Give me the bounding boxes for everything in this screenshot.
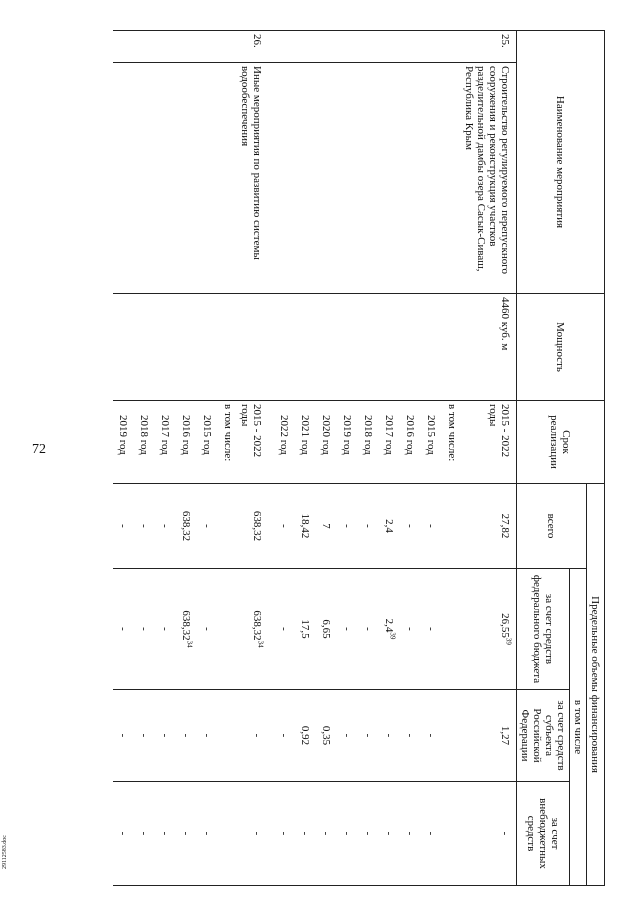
row-number: [358, 31, 379, 63]
extra-value-value: -: [362, 831, 375, 836]
regional-value: [155, 690, 176, 782]
total-value: [239, 484, 268, 569]
spacer-cell: [268, 63, 274, 294]
incl-label-row: [218, 31, 239, 886]
year-row: [379, 31, 400, 886]
incl-label: [442, 401, 463, 484]
row-number: [316, 31, 337, 63]
total-value-value: -: [117, 524, 130, 528]
year-label: [316, 401, 337, 484]
measure-name: [134, 63, 155, 294]
federal-value: [134, 569, 155, 690]
row-number: [218, 31, 239, 63]
year-label: [400, 401, 421, 484]
regional-value-value: -: [117, 733, 130, 738]
capacity: [442, 294, 463, 401]
regional-value-value: -: [341, 733, 354, 738]
total-value: [316, 484, 337, 569]
extra-value: [421, 782, 442, 886]
year-label-value: 2022 год: [278, 415, 291, 455]
extra-value-value: -: [341, 831, 354, 836]
year-row: [316, 31, 337, 886]
regional-value-value: 1,27: [499, 725, 511, 746]
header-total: всего: [517, 484, 587, 569]
measure-name: [400, 63, 421, 294]
row-number: [197, 31, 218, 63]
capacity: [337, 294, 358, 401]
empty-cell: [442, 782, 463, 886]
total-value: [176, 484, 197, 569]
measure-name: [295, 63, 316, 294]
capacity: [155, 294, 176, 401]
year-label: [274, 401, 295, 484]
capacity: [218, 294, 239, 401]
regional-value: [134, 690, 155, 782]
capacity: [295, 294, 316, 401]
extra-value-value: -: [299, 831, 312, 836]
spacer-cell: [268, 484, 274, 569]
spacer-row: [268, 31, 274, 886]
extra-value-value: -: [278, 831, 291, 836]
footnote-ref: 34: [186, 640, 195, 648]
extra-value: [358, 782, 379, 886]
period: [463, 401, 517, 484]
federal-value-value: -: [159, 627, 172, 631]
year-label: [295, 401, 316, 484]
federal-value-value: -: [425, 627, 438, 631]
empty-cell: [442, 690, 463, 782]
total-value-value: 638,32: [180, 510, 193, 542]
extra-value: [316, 782, 337, 886]
total-value: [113, 484, 134, 569]
federal-value: [316, 569, 337, 690]
total-value-value: -: [362, 524, 375, 528]
spacer-cell: [268, 690, 274, 782]
regional-value-value: -: [383, 733, 396, 738]
federal-value: [274, 569, 295, 690]
extra-value-value: -: [251, 831, 263, 836]
capacity: [239, 294, 268, 401]
federal-value: [197, 569, 218, 690]
measure-name: [442, 63, 463, 294]
regional-value: [337, 690, 358, 782]
measure-name: [218, 63, 239, 294]
extra-value: [274, 782, 295, 886]
row-number: [400, 31, 421, 63]
federal-value-value: -: [117, 627, 130, 631]
header-limits: Предельные объемы финансирования: [587, 484, 605, 886]
extra-value: [400, 782, 421, 886]
total-value-value: -: [201, 524, 214, 528]
measure-name: [421, 63, 442, 294]
total-value-value: -: [341, 524, 354, 528]
regional-value: [295, 690, 316, 782]
year-label-value: 2016 год: [180, 415, 193, 455]
total-value: [134, 484, 155, 569]
extra-value: [176, 782, 197, 886]
table-body: [113, 31, 517, 886]
spacer-cell: [268, 401, 274, 484]
funding-table-sheet: [50, 30, 605, 885]
incl-label-value: в том числе:: [222, 404, 235, 462]
header-extrabudget: за счет внебюджетных средств: [517, 782, 570, 886]
footnote-ref: 39: [389, 632, 398, 640]
row-number-value: 26.: [251, 34, 263, 48]
year-label: [155, 401, 176, 484]
empty-cell: [218, 484, 239, 569]
extra-value-value: -: [320, 831, 333, 836]
row-number: [239, 31, 268, 63]
extra-value-value: -: [138, 831, 151, 836]
year-row: [197, 31, 218, 886]
measure-name: [274, 63, 295, 294]
row-number: [176, 31, 197, 63]
header-period: Срок реализации: [517, 401, 605, 484]
year-row: [155, 31, 176, 886]
extra-value: [155, 782, 176, 886]
year-label: [134, 401, 155, 484]
extra-value-value: -: [201, 831, 214, 836]
extra-value-value: -: [404, 831, 417, 836]
row-number-value: 25.: [499, 34, 511, 48]
spacer-cell: [268, 782, 274, 886]
footer-filename: 29112583.doc: [1, 835, 8, 869]
measure-name: [113, 63, 134, 294]
total-value: [463, 484, 517, 569]
federal-value: [295, 569, 316, 690]
capacity: [358, 294, 379, 401]
regional-value-value: -: [180, 733, 193, 738]
year-label-value: 2019 год: [341, 415, 354, 455]
total-value-value: 18,42: [299, 513, 312, 539]
regional-value: [239, 690, 268, 782]
row-number: [379, 31, 400, 63]
extra-value-value: -: [383, 831, 396, 836]
federal-value: [358, 569, 379, 690]
period-value: 2015 - 2022 годы: [487, 404, 511, 458]
year-row: [337, 31, 358, 886]
row-number: [337, 31, 358, 63]
header-federal: за счет средств федерального бюджета: [517, 569, 570, 690]
funding-table: [113, 30, 605, 886]
year-row: [295, 31, 316, 886]
capacity: [463, 294, 517, 401]
federal-value: [239, 569, 268, 690]
federal-value: [400, 569, 421, 690]
period-value: 2015 - 2022 годы: [239, 404, 263, 458]
federal-value: [113, 569, 134, 690]
regional-value: [463, 690, 517, 782]
row-number: [463, 31, 517, 63]
row-number: [155, 31, 176, 63]
header-capacity: Мощность: [517, 294, 605, 401]
regional-value-value: -: [251, 733, 263, 738]
regional-value: [421, 690, 442, 782]
total-value-value: -: [404, 524, 417, 528]
federal-value-value: -: [362, 627, 375, 631]
year-row: [421, 31, 442, 886]
year-label-value: 2019 год: [117, 415, 130, 455]
total-value: [337, 484, 358, 569]
total-value: [400, 484, 421, 569]
capacity-value: 4460 куб. м: [499, 297, 511, 351]
capacity: [113, 294, 134, 401]
empty-cell: [442, 484, 463, 569]
year-row: [274, 31, 295, 886]
year-label-value: 2017 год: [159, 415, 172, 455]
row-number: [134, 31, 155, 63]
federal-value-value: -: [341, 627, 354, 631]
extra-value: [337, 782, 358, 886]
total-value-value: -: [138, 524, 151, 528]
year-label-value: 2017 год: [383, 415, 396, 455]
spacer-cell: [268, 294, 274, 401]
total-value-value: 638,32: [251, 510, 263, 542]
footnote-ref: 34: [256, 640, 265, 648]
total-value: [379, 484, 400, 569]
federal-value-value: -: [138, 627, 151, 631]
federal-value: [176, 569, 197, 690]
extra-value-value: -: [159, 831, 172, 836]
year-label: [421, 401, 442, 484]
federal-value-value: 2,4: [383, 618, 396, 633]
incl-label-value: в том числе:: [446, 404, 459, 462]
regional-value-value: -: [201, 733, 214, 738]
total-value: [274, 484, 295, 569]
extra-value-value: -: [425, 831, 438, 836]
extra-value: [379, 782, 400, 886]
measure-name: [337, 63, 358, 294]
incl-label: [218, 401, 239, 484]
total-value: [155, 484, 176, 569]
empty-cell: [442, 569, 463, 690]
year-label-value: 2015 год: [425, 415, 438, 455]
capacity: [400, 294, 421, 401]
period: [239, 401, 268, 484]
extra-value: [463, 782, 517, 886]
regional-value-value: -: [362, 733, 375, 738]
year-label: [113, 401, 134, 484]
year-row: [134, 31, 155, 886]
regional-value-value: -: [404, 733, 417, 738]
capacity: [134, 294, 155, 401]
year-label: [379, 401, 400, 484]
row-number: [113, 31, 134, 63]
total-value: [295, 484, 316, 569]
extra-value: [113, 782, 134, 886]
total-value-value: -: [159, 524, 172, 528]
regional-value: [176, 690, 197, 782]
measure-name: [379, 63, 400, 294]
federal-value-value: 638,32: [180, 610, 193, 641]
federal-value: [463, 569, 517, 690]
empty-cell: [218, 690, 239, 782]
regional-value: [379, 690, 400, 782]
extra-value: [197, 782, 218, 886]
extra-value-value: -: [499, 831, 511, 836]
total-value: [197, 484, 218, 569]
year-label-value: 2015 год: [201, 415, 214, 455]
federal-value-value: -: [404, 627, 417, 631]
row-number: [442, 31, 463, 63]
year-row: [358, 31, 379, 886]
year-label: [358, 401, 379, 484]
regional-value-value: -: [138, 733, 151, 738]
spacer-cell: [268, 569, 274, 690]
federal-value-value: 17,5: [299, 619, 312, 639]
year-label-value: 2018 год: [138, 415, 151, 455]
header-regional: за счет средств субъекта Российской Федерации: [517, 690, 570, 782]
capacity: [197, 294, 218, 401]
federal-value: [337, 569, 358, 690]
total-value-value: -: [278, 524, 291, 528]
federal-value-value: -: [201, 627, 214, 631]
year-label-value: 2021 год: [299, 415, 312, 455]
year-label: [337, 401, 358, 484]
regional-value: [197, 690, 218, 782]
federal-value-value: 6,65: [320, 619, 333, 639]
extra-value: [134, 782, 155, 886]
federal-value: [421, 569, 442, 690]
year-label: [176, 401, 197, 484]
year-row: [176, 31, 197, 886]
regional-value: [400, 690, 421, 782]
total-value-value: 27,82: [499, 513, 511, 539]
year-row: [400, 31, 421, 886]
regional-value: [274, 690, 295, 782]
capacity: [379, 294, 400, 401]
capacity: [316, 294, 337, 401]
regional-value: [358, 690, 379, 782]
measure-name: [316, 63, 337, 294]
extra-value: [239, 782, 268, 886]
year-label: [197, 401, 218, 484]
regional-value: [316, 690, 337, 782]
regional-value-value: -: [159, 733, 172, 738]
measure-name: [358, 63, 379, 294]
table-row: [239, 31, 268, 886]
total-value: [358, 484, 379, 569]
total-value: [421, 484, 442, 569]
measure-name: [176, 63, 197, 294]
spacer-cell: [268, 31, 274, 63]
total-value-value: 7: [320, 523, 333, 529]
extra-value-value: -: [180, 831, 193, 836]
federal-value-value: 26,55: [499, 613, 511, 638]
page-number: 72: [32, 442, 46, 457]
year-label-value: 2016 год: [404, 415, 417, 455]
header-incl: в том числе: [570, 569, 587, 886]
header-name: Наименование мероприятия: [517, 31, 605, 294]
regional-value-value: -: [425, 733, 438, 738]
measure-name: [197, 63, 218, 294]
row-number: [421, 31, 442, 63]
regional-value-value: 0,35: [320, 725, 333, 746]
total-value-value: -: [425, 524, 438, 528]
empty-cell: [218, 782, 239, 886]
extra-value-value: -: [117, 831, 130, 836]
table-row: [463, 31, 517, 886]
row-number: [295, 31, 316, 63]
year-label-value: 2020 год: [320, 415, 333, 455]
capacity: [176, 294, 197, 401]
capacity: [274, 294, 295, 401]
row-number: [274, 31, 295, 63]
total-value-value: 2,4: [383, 519, 396, 533]
measure-name-value: Строительство регулируемого перепускного сооружения и реконструкция участков разделительной дамбы озера Сасык-Сиваш, Республика Крым: [463, 66, 511, 274]
year-label-value: 2018 год: [362, 415, 375, 455]
regional-value-value: -: [278, 733, 291, 738]
regional-value-value: 0,92: [299, 725, 312, 746]
measure-name: [239, 63, 268, 294]
federal-value: [379, 569, 400, 690]
measure-name: [155, 63, 176, 294]
year-row: [113, 31, 134, 886]
empty-cell: [218, 569, 239, 690]
measure-name-value: Иные мероприятия по развитию системы водообеспечения: [239, 66, 263, 260]
extra-value: [295, 782, 316, 886]
federal-value-value: 638,32: [251, 610, 263, 641]
federal-value-value: -: [278, 627, 291, 631]
measure-name: [463, 63, 517, 294]
incl-label-row: [442, 31, 463, 886]
regional-value: [113, 690, 134, 782]
capacity: [421, 294, 442, 401]
federal-value: [155, 569, 176, 690]
footnote-ref: 39: [504, 637, 513, 645]
